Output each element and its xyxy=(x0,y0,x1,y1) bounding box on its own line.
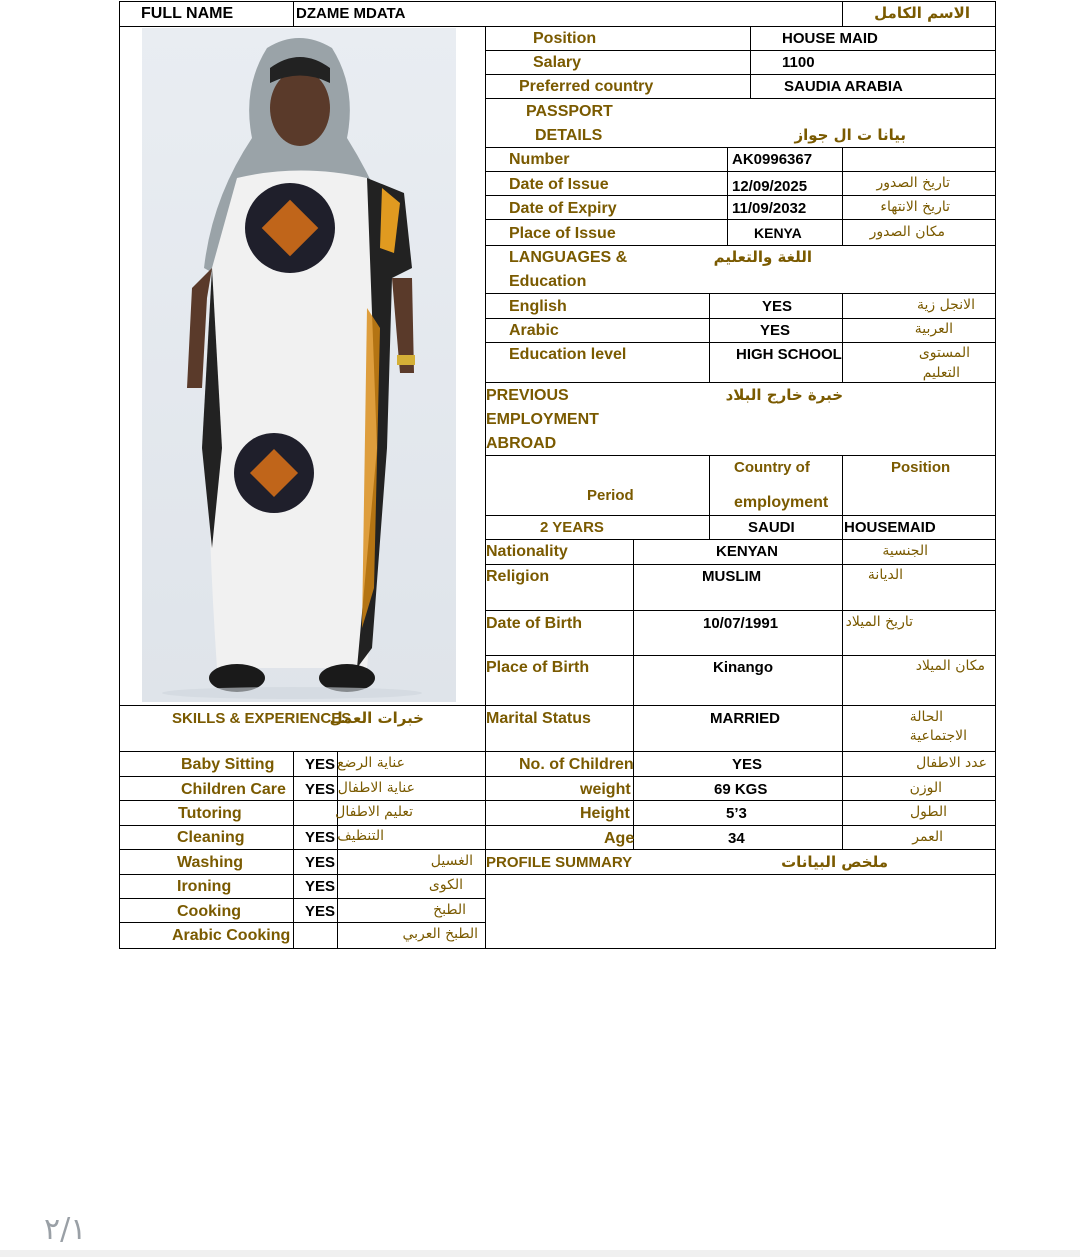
passport-heading-2: DETAILS xyxy=(535,127,603,144)
skill-label: Arabic Cooking xyxy=(172,927,291,944)
pob-value: Kinango xyxy=(713,659,773,676)
salary-label: Salary xyxy=(533,54,582,71)
preferred-country-value: SAUDIA ARABIA xyxy=(784,78,903,95)
full-name-arabic: الاسم الكامل xyxy=(874,4,970,22)
skill-label: Baby Sitting xyxy=(181,756,275,773)
skill-arabic: التنظيف xyxy=(337,828,384,844)
skill-value: YES xyxy=(305,854,336,871)
skill-arabic: الغسيل xyxy=(430,853,473,869)
profile-summary-label: PROFILE SUMMARY xyxy=(486,854,633,871)
dob-value: 10/07/1991 xyxy=(703,615,779,632)
english-label: English xyxy=(509,298,567,315)
passport-number-value: AK0996367 xyxy=(732,151,813,168)
marital-label: Marital Status xyxy=(486,710,591,727)
preferred-country-label: Preferred country xyxy=(519,78,654,95)
arabic-value: YES xyxy=(760,322,791,339)
pob-label: Place of Birth xyxy=(486,659,590,676)
skills-heading-arabic: خبرات العمل xyxy=(329,709,424,727)
marital-arabic-1: الحالة xyxy=(909,709,943,725)
marital-value: MARRIED xyxy=(710,710,780,727)
candidate-photo xyxy=(142,28,456,702)
children-value: YES xyxy=(732,756,763,773)
skill-value: YES xyxy=(305,756,336,773)
employment-col-position: Position xyxy=(891,459,951,476)
religion-arabic: الديانة xyxy=(867,567,903,583)
height-arabic: الطول xyxy=(909,804,947,820)
expiry-date-label: Date of Expiry xyxy=(509,200,617,217)
skill-value: YES xyxy=(305,878,336,895)
skill-arabic: عناية الرضع xyxy=(337,755,405,771)
passport-number-label: Number xyxy=(509,151,570,168)
page-number: ٢/١ xyxy=(44,1212,87,1247)
religion-value: MUSLIM xyxy=(702,568,762,585)
age-arabic: العمر xyxy=(912,829,943,845)
skill-arabic: تعليم الاطفال xyxy=(335,804,413,820)
children-arabic: عدد الاطفال xyxy=(916,755,987,771)
skill-value: YES xyxy=(305,903,336,920)
religion-label: Religion xyxy=(486,568,550,585)
arabic-arabic: العربية xyxy=(914,321,953,337)
weight-label: weight xyxy=(580,781,631,798)
expiry-date-value: 11/09/2032 xyxy=(732,200,807,217)
nationality-label: Nationality xyxy=(486,543,568,560)
marital-arabic-2: الاجتماعية xyxy=(909,728,967,744)
profile-summary-arabic: ملخص البيانات xyxy=(781,853,888,871)
height-value: 5’3 xyxy=(726,805,747,822)
weight-arabic: الوزن xyxy=(909,780,942,796)
issue-date-arabic: تاريخ الصدور xyxy=(876,175,950,191)
skill-label: Cooking xyxy=(177,903,241,920)
employment-col-period: Period xyxy=(587,487,634,504)
nationality-value: KENYAN xyxy=(716,543,778,560)
employment-row-period: 2 YEARS xyxy=(540,519,604,536)
issue-date-value: 12/09/2025 xyxy=(732,178,808,195)
languages-heading-arabic: اللغة والتعليم xyxy=(713,248,812,266)
children-label: No. of Children xyxy=(519,756,634,773)
expiry-date-arabic: تاريخ الانتهاء xyxy=(880,199,950,215)
age-label: Age xyxy=(604,830,635,847)
skill-arabic: الطبخ العربي xyxy=(402,926,478,942)
salary-value: 1100 xyxy=(782,54,815,71)
employment-heading-1: PREVIOUS xyxy=(486,387,569,404)
skills-heading: SKILLS & EXPERIENCES xyxy=(172,710,352,727)
skill-value: YES xyxy=(305,829,336,846)
skill-label: Tutoring xyxy=(178,805,242,822)
employment-row-position: HOUSEMAID xyxy=(844,519,936,536)
weight-value: 69 KGS xyxy=(714,781,768,798)
education-arabic-1: المستوى xyxy=(918,345,970,361)
pob-arabic: مكان الميلاد xyxy=(915,658,985,674)
education-label: Education level xyxy=(509,346,627,363)
languages-heading-2: Education xyxy=(509,273,587,290)
skill-label: Ironing xyxy=(177,878,232,895)
employment-heading-arabic: خبرة خارج البلاد xyxy=(725,386,843,404)
english-arabic: الانجل زية xyxy=(916,297,975,313)
employment-heading-2: EMPLOYMENT xyxy=(486,411,599,428)
passport-heading-1: PASSPORT xyxy=(526,103,613,120)
skill-value: YES xyxy=(305,781,336,798)
english-value: YES xyxy=(762,298,793,315)
full-name-label: FULL NAME xyxy=(141,5,234,22)
place-of-issue-value: KENYA xyxy=(754,225,802,241)
education-arabic-2: التعليم xyxy=(922,365,960,381)
issue-date-label: Date of Issue xyxy=(509,176,609,193)
place-of-issue-label: Place of Issue xyxy=(509,225,616,242)
skill-arabic: الكوى xyxy=(428,877,463,893)
passport-heading-arabic: بيانا ت ال جواز xyxy=(794,126,906,144)
full-name-value: DZAME MDATA xyxy=(296,5,406,22)
skill-arabic: عناية الاطفال xyxy=(337,780,415,796)
skill-label: Washing xyxy=(177,854,244,871)
page-bottom-edge xyxy=(0,1250,1080,1257)
skill-label: Children Care xyxy=(181,781,286,798)
place-of-issue-arabic: مكان الصدور xyxy=(869,224,945,240)
employment-heading-3: ABROAD xyxy=(486,435,557,452)
employment-col-country-2: employment xyxy=(734,494,829,511)
position-label: Position xyxy=(533,30,597,47)
skill-label: Cleaning xyxy=(177,829,245,846)
age-value: 34 xyxy=(728,830,745,847)
dob-label: Date of Birth xyxy=(486,615,582,632)
languages-heading-1: LANGUAGES & xyxy=(509,249,628,266)
dob-arabic: تاريخ الميلاد xyxy=(845,614,913,630)
education-value: HIGH SCHOOL xyxy=(736,346,842,363)
employment-row-country: SAUDI xyxy=(748,519,795,536)
skill-arabic: الطبخ xyxy=(433,902,466,918)
height-label: Height xyxy=(580,805,630,822)
nationality-arabic: الجنسية xyxy=(882,543,928,559)
arabic-label: Arabic xyxy=(509,322,559,339)
position-value: HOUSE MAID xyxy=(782,30,878,47)
employment-col-country-1: Country of xyxy=(734,459,810,476)
